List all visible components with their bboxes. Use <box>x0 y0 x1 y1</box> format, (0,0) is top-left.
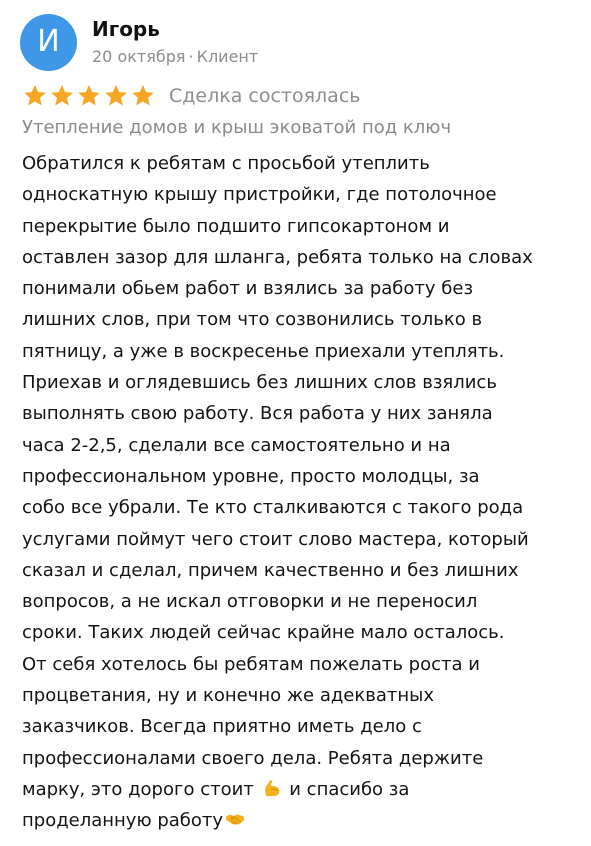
author-role: Клиент <box>196 47 259 66</box>
review-text-fragment: проделанную работу <box>22 810 224 832</box>
review-date: 20 октября <box>92 47 186 66</box>
author-meta <box>92 16 258 68</box>
review-text-line: перекрытие было подшито гипсокартоном и <box>22 215 450 237</box>
author-name[interactable]: Игорь <box>92 17 160 41</box>
review-text-line: процветания, ну и конечно же адекватных <box>22 685 435 707</box>
star-icon <box>76 83 102 109</box>
handshake-icon <box>225 808 245 828</box>
review-text-line: понимали обьем работ и взялись за работу без <box>22 278 474 300</box>
review-subline <box>92 46 258 68</box>
review-text-line: сказал и сделал, причем качественно и без лишних <box>22 559 519 581</box>
flexed-biceps-icon <box>262 777 282 797</box>
review-text-line: Обратился к ребятам с просьбой утеплить <box>22 153 430 174</box>
star-icon <box>103 83 129 109</box>
review-text-line: профессиональном уровне, просто молодцы, за <box>22 465 480 487</box>
review-text-line: От себя хотелось бы ребятам пожелать роста и <box>22 653 480 675</box>
review-text-line: профессионалами своего дела. Ребята держите <box>22 747 484 769</box>
review-text <box>22 148 572 837</box>
review-text-line: собо все убрали. Те кто сталкиваются с такого рода <box>22 497 524 519</box>
meta-separator: · <box>188 47 194 66</box>
review-text-line: вопросов, а не искал отговорки и не переносил <box>22 591 478 613</box>
review-text-line: услугами поймут чего стоит слово мастера, который <box>22 528 529 550</box>
review-text-line: лишних слов, при том что созвонились только в <box>22 309 483 331</box>
review-header <box>20 12 258 72</box>
review-text-line: заказчиков. Всегда приятно иметь дело с <box>22 716 422 738</box>
review-text-fragment: марку, это дорого стоит <box>22 778 254 800</box>
star-icon <box>49 83 75 109</box>
star-icon <box>22 83 48 109</box>
review-text-line-emoji <box>22 774 572 805</box>
service-title[interactable]: Утепление домов и крыш эковатой под ключ <box>22 117 452 138</box>
review-text-line: односкатную крышу пристройки, где потолочное <box>22 184 497 206</box>
review-text-line: сроки. Таких людей сейчас крайне мало осталось. <box>22 622 505 644</box>
review-text-fragment: и спасибо за <box>289 778 410 800</box>
review-text-line: оставлен зазор для шланга, ребята только на словах <box>22 246 533 268</box>
rating-stars <box>22 83 157 109</box>
review-text-line: Приехав и оглядевшись без лишних слов взялись <box>22 372 497 394</box>
review-text-line: выполнять свою работу. Вся работа у них заняла <box>22 403 493 425</box>
star-icon <box>130 83 156 109</box>
avatar[interactable] <box>20 14 77 71</box>
avatar-initial: И <box>37 24 60 59</box>
review-text-line: пятницу, а уже в воскресенье приехали утеплять. <box>22 340 505 362</box>
deal-status: Сделка состоялась <box>169 85 361 107</box>
review-text-line: часа 2-2,5, сделали все самостоятельно и на <box>22 434 451 456</box>
review-text-line-last <box>22 805 572 836</box>
rating-row <box>22 82 360 110</box>
